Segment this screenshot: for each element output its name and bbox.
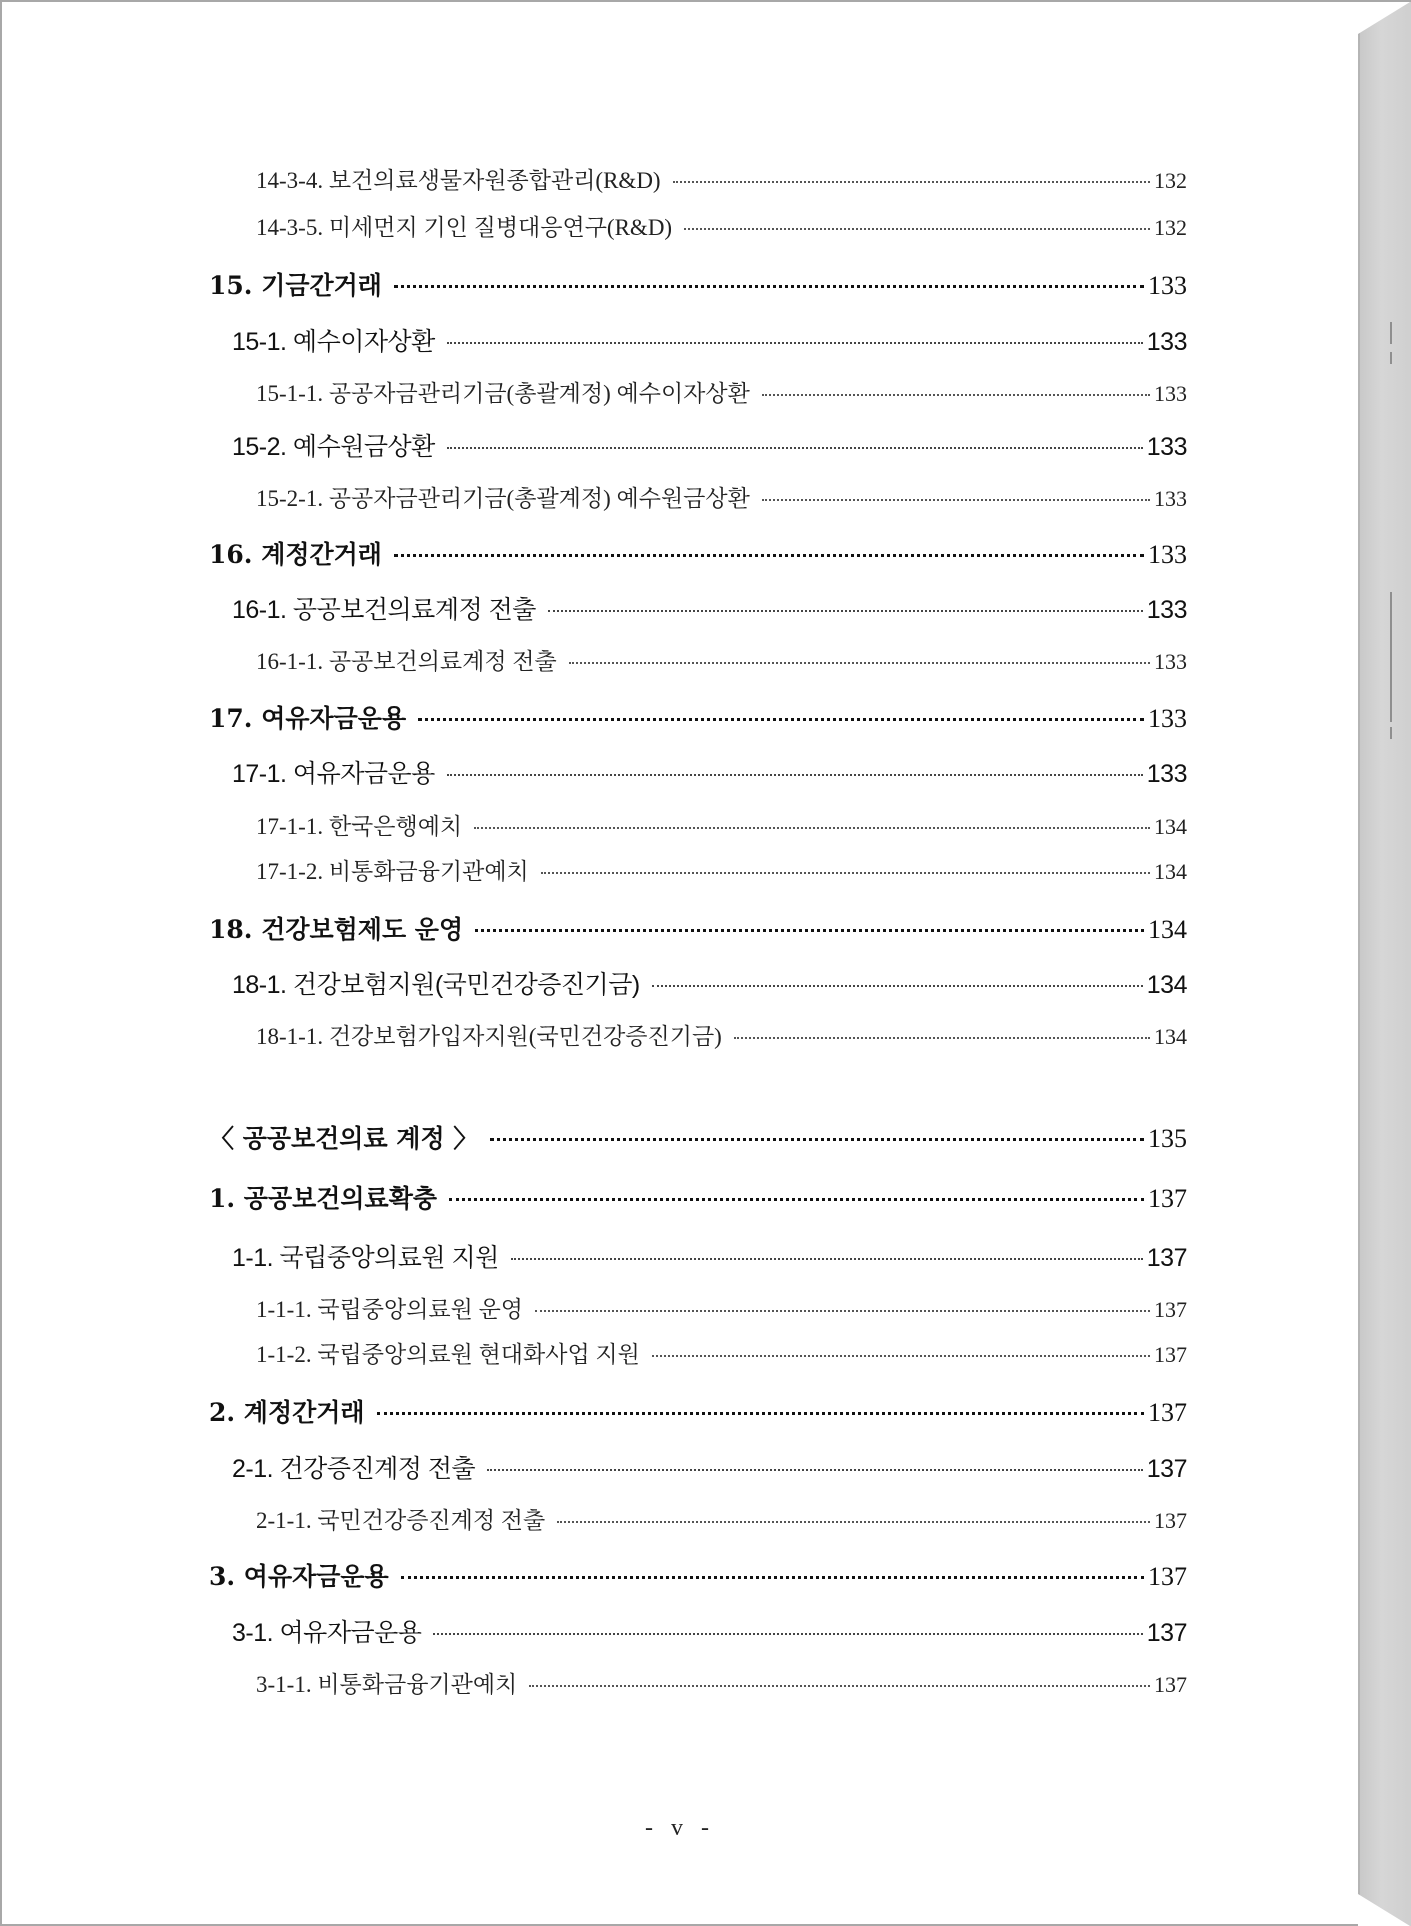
toc-entry[interactable] (256, 1291, 1187, 1324)
toc-entry[interactable] (256, 853, 1187, 886)
toc-entry-page: 133 (1148, 271, 1187, 300)
dot-leader (449, 1198, 1144, 1201)
toc-entry-label: 3-1-1. 비통화금융기관예치 (256, 1672, 518, 1697)
toc-entry-label: 2-1. 건강증진계정 전출 (232, 1455, 476, 1483)
edge-mark (1390, 727, 1392, 739)
toc-entry[interactable] (256, 480, 1187, 513)
toc-entry[interactable] (232, 1238, 1187, 1274)
dot-leader (541, 872, 1150, 874)
dot-leader (569, 662, 1150, 664)
toc-entry-page: 133 (1154, 649, 1187, 674)
dot-leader (652, 985, 1143, 987)
toc-entry-page: 137 (1154, 1342, 1187, 1367)
toc-entry-label: 14-3-5. 미세먼지 기인 질병대응연구(R&D) (256, 215, 673, 240)
dot-leader (401, 1576, 1144, 1579)
toc-entry-page: 137 (1154, 1297, 1187, 1322)
toc-entry[interactable] (256, 1018, 1187, 1051)
dot-leader (447, 774, 1143, 776)
dot-leader (673, 181, 1150, 183)
toc-entry-page: 137 (1146, 1455, 1187, 1483)
toc-entry[interactable] (209, 1179, 1187, 1215)
dot-leader (447, 447, 1143, 449)
toc-entry-label: 18-1. 건강보험지원(국민건강증진기금) (232, 971, 640, 999)
toc-entry-page: 134 (1154, 814, 1187, 839)
toc-entry-page: 134 (1154, 859, 1187, 884)
dot-leader (475, 929, 1144, 932)
dot-leader (447, 342, 1143, 344)
toc-entry-page: 137 (1154, 1672, 1187, 1697)
page-number: - v - (645, 1815, 715, 1841)
toc-entry-label: 1-1-1. 국립중앙의료원 운영 (256, 1297, 524, 1322)
toc-entry-page: 133 (1148, 540, 1187, 569)
dot-leader (734, 1037, 1150, 1039)
dot-leader (394, 554, 1144, 557)
toc-entry-label: 〈 공공보건의료 계정 〉 (209, 1124, 479, 1153)
dot-leader (529, 1685, 1150, 1687)
toc-entry-label: 18. 건강보험제도 운영 (209, 915, 464, 944)
edge-mark (1390, 592, 1392, 722)
dot-leader (487, 1469, 1143, 1471)
dot-leader (762, 394, 1150, 396)
toc-entry[interactable] (232, 1449, 1187, 1485)
toc-entry-page: 133 (1148, 704, 1187, 733)
toc-entry-page: 137 (1148, 1562, 1187, 1591)
toc-entry-page: 137 (1148, 1398, 1187, 1427)
dot-leader (762, 499, 1150, 501)
toc-entry[interactable] (256, 162, 1187, 195)
toc-entry-label: 16-1-1. 공공보건의료계정 전출 (256, 649, 557, 674)
toc-entry-page: 133 (1146, 328, 1187, 356)
toc-entry-label: 1-1-2. 국립중앙의료원 현대화사업 지원 (256, 1342, 640, 1367)
toc-entry-label: 18-1-1. 건강보험가입자지원(국민건강증진기금) (256, 1024, 722, 1049)
dot-leader (511, 1258, 1143, 1260)
toc-entry-page: 137 (1146, 1619, 1187, 1647)
toc-entry-page: 133 (1154, 486, 1187, 511)
dot-leader (557, 1521, 1150, 1523)
toc-entry-label: 16-1. 공공보건의료계정 전출 (232, 596, 536, 624)
toc-entry[interactable] (256, 1502, 1187, 1535)
toc-entry-page: 133 (1146, 596, 1187, 624)
toc-entry-label: 3. 여유자금운용 (209, 1562, 389, 1591)
toc-entry[interactable] (232, 754, 1187, 790)
toc-entry-label: 2-1-1. 국민건강증진계정 전출 (256, 1508, 546, 1533)
dot-leader (490, 1138, 1144, 1141)
toc-entry-label: 15-1-1. 공공자금관리기금(총괄계정) 예수이자상환 (256, 381, 750, 406)
dot-leader (377, 1412, 1144, 1415)
dot-leader (474, 827, 1150, 829)
toc-entry[interactable] (232, 965, 1187, 1001)
toc-entry-label: 15-2-1. 공공자금관리기금(총괄계정) 예수원금상환 (256, 486, 750, 511)
edge-mark (1390, 322, 1392, 344)
toc-entry[interactable] (232, 590, 1187, 626)
toc-entry[interactable] (256, 643, 1187, 676)
toc-entry-label: 17-1-2. 비통화금융기관예치 (256, 859, 529, 884)
toc-entry-label: 16. 계정간거래 (209, 540, 382, 569)
toc-entry-label: 15. 기금간거래 (209, 271, 382, 300)
toc-entry-label: 15-1. 예수이자상환 (232, 328, 435, 356)
toc-entry-page: 137 (1146, 1244, 1187, 1272)
toc-entry-page: 135 (1148, 1124, 1187, 1153)
dot-leader (418, 718, 1144, 721)
dot-leader (394, 285, 1144, 288)
toc-entry-page: 134 (1154, 1024, 1187, 1049)
toc-entry-label: 1-1. 국립중앙의료원 지원 (232, 1244, 499, 1272)
toc-entry[interactable] (232, 427, 1187, 463)
dot-leader (684, 228, 1150, 230)
toc-entry[interactable] (256, 1336, 1187, 1369)
toc-entry-page: 133 (1146, 433, 1187, 461)
dot-leader (652, 1355, 1150, 1357)
toc-entry[interactable] (209, 1557, 1187, 1593)
toc-entry[interactable] (209, 1119, 1187, 1155)
toc-entry-page: 133 (1146, 760, 1187, 788)
toc-entry[interactable] (232, 322, 1187, 358)
toc-entry-label: 15-2. 예수원금상환 (232, 433, 435, 461)
toc-entry-label: 17. 여유자금운용 (209, 704, 407, 733)
dot-leader (433, 1633, 1142, 1635)
toc-entry-label: 14-3-4. 보건의료생물자원종합관리(R&D) (256, 168, 661, 193)
toc-entry[interactable] (256, 1666, 1187, 1699)
toc-entry-page: 134 (1146, 971, 1187, 999)
toc-entry[interactable] (256, 808, 1187, 841)
toc-entry[interactable] (209, 266, 1187, 302)
toc-entry[interactable] (209, 699, 1187, 735)
toc-entry[interactable] (256, 209, 1187, 242)
toc-entry[interactable] (209, 1393, 1187, 1429)
edge-mark (1390, 352, 1392, 364)
toc-entry-label: 2. 계정간거래 (209, 1398, 365, 1427)
toc-entry-page: 132 (1154, 168, 1187, 193)
toc-entry-label: 17-1. 여유자금운용 (232, 760, 435, 788)
dot-leader (535, 1310, 1150, 1312)
toc-entry[interactable] (232, 1613, 1187, 1649)
dot-leader (548, 610, 1143, 612)
toc-entry[interactable] (209, 535, 1187, 571)
toc-entry-label: 17-1-1. 한국은행예치 (256, 814, 463, 839)
toc-entry-page: 134 (1148, 915, 1187, 944)
toc-entry[interactable] (256, 375, 1187, 408)
toc-entry-page: 137 (1154, 1508, 1187, 1533)
toc-entry-label: 1. 공공보건의료확충 (209, 1184, 438, 1213)
toc-entry-page: 133 (1154, 381, 1187, 406)
page-edge (1358, 2, 1411, 1926)
toc-entry-page: 137 (1148, 1184, 1187, 1213)
toc-entry-page: 132 (1154, 215, 1187, 240)
toc-entry[interactable] (209, 910, 1187, 946)
toc-entry-label: 3-1. 여유자금운용 (232, 1619, 422, 1647)
